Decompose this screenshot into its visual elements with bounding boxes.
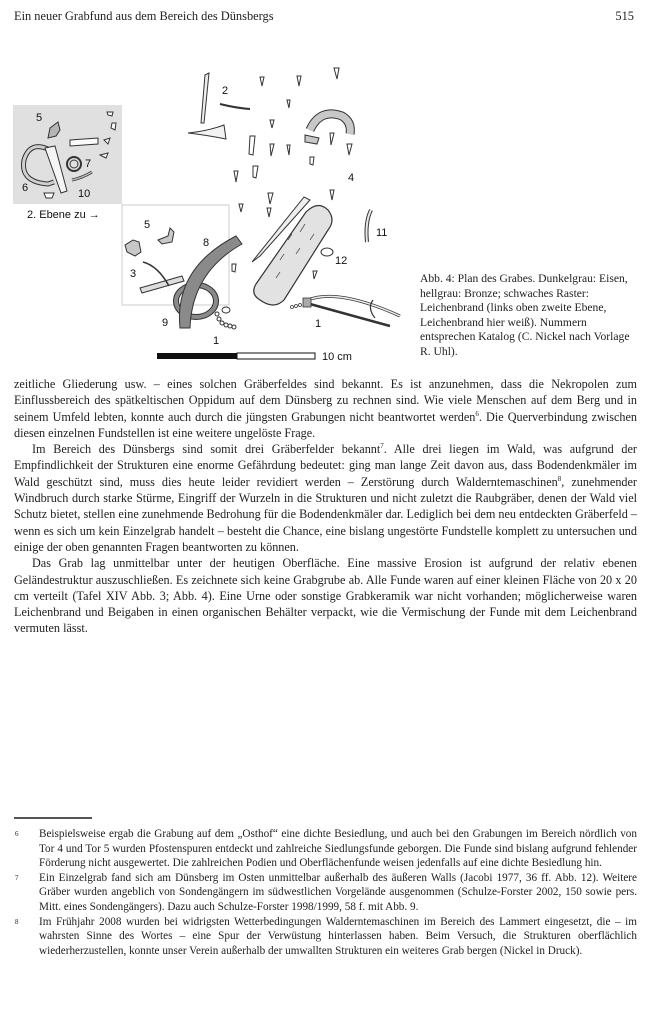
scale-bar-white — [237, 353, 315, 359]
footnote-text: Beispielsweise ergab die Grabung auf dem „Osthof“ eine dichte Besiedlung, und auch bei den Grabungen im Bereich nördlich von Tor 4 und Tor 5 wurden Pfostenspuren entdeckt und zahlreiche Siedlungsfunde geborgen. Die Funde sind bislang aufgrund fehlender Förderung nicht ausgewertet. Die zahlreichen Podien und Oberflächenfunde weisen jedenfalls auf eine dichte Besiedlung hin. — [39, 828, 637, 870]
footnote-ref-8[interactable]: 8 — [557, 474, 562, 483]
footnote-ref-6[interactable]: 6 — [475, 409, 479, 418]
label-3: 3 — [130, 268, 137, 280]
footnote-6 — [14, 827, 637, 871]
inset-label-6: 6 — [22, 182, 29, 194]
label-5: 5 — [144, 219, 151, 231]
paragraph-3: Das Grab lag unmittelbar unter der heutigen Oberfläche. Eine massive Erosion ist aufgrund der relativ ebenen Geländestruktur auszuschließen. Es zeichnete sich keine Grabgrube ab. Alle Funde waren auf einer kleinen Fläche von 20 x 20 cm verteilt (Tafel XIV Abb. 3; Abb. 4). Eine Urne oder sonstige Grabkeramik war nicht vorhanden; möglicherweise waren Leichenbrand und Beigaben in einen organischen Behälter verpackt, wie die Vermischung der Funde mit dem Leichenbrand vermuten lässt. — [14, 556, 637, 636]
footnote-number: 6 — [15, 830, 19, 838]
running-title: Ein neuer Grabfund aus dem Bereich des Dünsbergs — [14, 9, 274, 23]
find-sheath — [254, 205, 332, 305]
find-1-chain — [215, 312, 236, 329]
scale-label: 10 cm — [322, 351, 352, 363]
label-11: 11 — [376, 227, 388, 239]
footnote-number: 7 — [15, 873, 19, 882]
label-8: 8 — [203, 237, 210, 249]
footnote-text: Im Frühjahr 2008 wurden bei widrigsten Wetterbedingungen Walderntemaschinen im Bereich des Lammert eingesetzt, die – im wahrsten Sinne des Wortes – eine Spur der Verwüstung hinterlassen haben. Beim Versuch, die Strukturen oberflächlich wiederherzustellen, konnte unser Verein außerhalb der umwallten Strukturen ein weiteres Grab bergen (Nickel in Druck). — [39, 915, 637, 957]
footnotes — [14, 827, 637, 958]
find-2-pin — [201, 73, 209, 123]
scale-bar-black — [157, 353, 237, 359]
footnote-rule — [14, 817, 92, 819]
footnote-8 — [14, 915, 637, 959]
inset-label-5: 5 — [36, 112, 43, 124]
page-number: 515 — [615, 9, 634, 23]
find-12 — [321, 248, 333, 256]
label-4: 4 — [348, 172, 355, 184]
label-1a: 1 — [213, 335, 220, 347]
grave-plan-drawing — [0, 60, 420, 380]
inset-label-10: 10 — [78, 188, 91, 200]
label-1b: 1 — [315, 318, 322, 330]
label-2: 2 — [222, 85, 229, 97]
paragraph-1: zeitliche Gliederung usw. – eines solchen Gräberfeldes sind bekannt. Es ist anzunehmen, dass die Nekropolen zum Einflussbereich des spätkeltischen Oppidum auf dem Dünsberg zu rechnen sind. Wie viele Menschen auf dem Berg und in seinem Umfeld lebten, konnte auch durch die jüngsten Grabungen nicht beantwortet werden$^6$. Die Querverbindung zwischen diesen einzelnen Fundstellen ist eine weitere ungelöste Frage. — [14, 377, 637, 440]
figure-caption: Abb. 4: Plan des Grabes. Dunkelgrau: Eisen, hellgrau: Bronze; schwaches Raster: Leichenbrand (links oben zweite Ebene, Leichenbrand hier weiß). Nummern entsprechen Katalog (C. Nickel nach Vorlage R. Uhl). — [420, 272, 630, 358]
grave-plan-figure — [0, 60, 420, 380]
label-9: 9 — [162, 317, 169, 329]
paragraph-2: Im Bereich des Dünsbergs sind somit drei Gräberfelder bekannt$^7$. Alle drei liegen im Wald, was aufgrund der Empfindlichkeit der Strukturen eine enorme Gefährdung bedeutet: ging man lange Zeit davon aus, dass Bodendenkmäler im Wald geschützt sind, muss dies heute leider revidiert werden – Zerstörung durch Walderntemaschinen$^8$, zunehmender Windbruch durch starke Stürme, Eingriff der Wurzeln in die Strukturen und nicht zuletzt die Raubgräber, denen der Wald viel Schutz bietet, stellen eine zunehmende Bedrohung für die Bodendenkmäler dar. Lediglich bei dem neu entdeckten Gräberfeld – wenn es sich um kein Einzelgrab handelt – besteht die Chance, eine bislang ungestörte Fundstelle komplett zu untersuchen und einige der oben genannten Fragen beantworten zu können. — [14, 442, 637, 554]
footnote-ref-7[interactable]: 7 — [380, 442, 384, 451]
footnote-text: Ein Einzelgrab fand sich am Dünsberg im Osten unmittelbar außerhalb des äußeren Walls (Jacobi 1977, 36 ff. Abb. 12). Weitere Gräber wurden angeblich von Sondengängern im südwestlichen Vorgelände ausgenommen (Schulze-Forster 2002, 150 sowie pers. Mitt. eines Sondengängers). Dazu auch Schulze-Forster 1998/1999, 58 f. mit Abb. 9. — [39, 871, 637, 913]
running-head — [14, 9, 634, 24]
find-5-fragment-b — [158, 228, 174, 244]
footnote-number: 8 — [15, 917, 19, 926]
inset-label-7: 7 — [85, 158, 92, 170]
find-5-fragment-a — [125, 240, 141, 256]
footnote-7 — [14, 871, 637, 915]
label-12: 12 — [335, 255, 348, 267]
inset-level-label: 2. Ebene zu → — [27, 209, 100, 221]
body-text — [14, 376, 637, 637]
